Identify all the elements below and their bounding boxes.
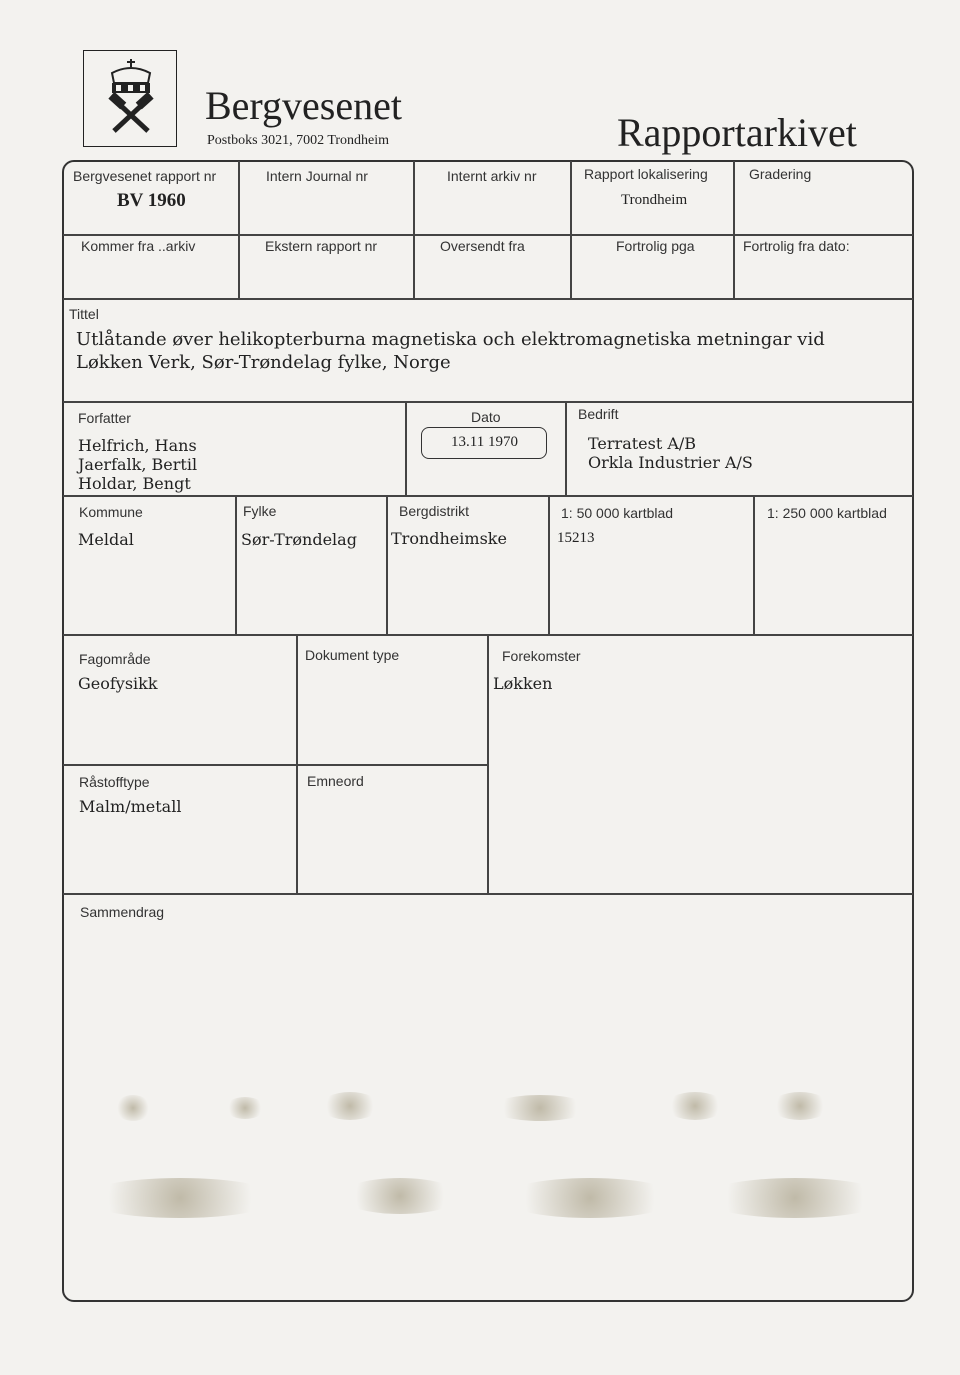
fortrolig-dato-label: Fortrolig fra dato: [743,238,850,254]
kart50-value: 15213 [557,530,595,546]
divider [548,495,550,634]
bergdistrikt-value: Trondheimske [391,529,507,548]
scan-stain [700,1178,890,1218]
lokalisering-value: Trondheim [621,192,688,208]
crown-hammers-icon [84,51,178,148]
bedrift-line: Terratest A/B [588,434,697,453]
divider [386,495,388,634]
scan-stain [770,1092,830,1120]
oversendt-label: Oversendt fra [440,238,525,254]
forekomster-value: Løkken [493,674,553,693]
author-name: Jaerfalk, Bertil [78,455,198,474]
scan-stain [225,1097,265,1119]
divider [753,495,755,634]
summary-label: Sammendrag [80,904,165,920]
rastoff-value: Malm/metall [79,797,182,816]
divider [63,401,913,403]
divider [238,161,240,298]
title-label: Tittel [69,306,99,322]
scan-stain [80,1178,280,1218]
divider [63,764,488,766]
gradering-label: Gradering [749,166,812,182]
bedrift-label: Bedrift [578,406,619,422]
scan-stain [500,1178,680,1218]
divider [565,401,567,495]
scan-stain [490,1095,590,1121]
divider [63,298,913,300]
scan-stain [320,1092,380,1120]
divider [570,161,572,298]
archive-title: Rapportarkivet [617,110,857,155]
org-address: Postboks 3021, 7002 Trondheim [207,133,390,148]
kart50-label: 1: 50 000 kartblad [561,505,674,521]
fylke-value: Sør-Trøndelag [241,530,357,549]
scan-stain [665,1092,725,1120]
divider [733,161,735,298]
journal-label: Intern Journal nr [266,168,368,184]
author-name: Helfrich, Hans [78,436,197,455]
divider [413,161,415,298]
title-line-2: Løkken Verk, Sør-Trøndelag fylke, Norge [76,352,451,373]
lokalisering-label: Rapport lokalisering [584,166,708,182]
dato-value: 13.11 1970 [451,434,518,450]
divider [487,634,489,893]
org-name: Bergvesenet [205,83,402,128]
divider [405,401,407,495]
divider [63,495,913,497]
fagomrade-value: Geofysikk [78,674,158,693]
emneord-label: Emneord [307,773,364,789]
kommer-fra-label: Kommer fra ..arkiv [81,238,196,254]
dato-label: Dato [471,409,501,425]
rastoff-label: Råstofftype [79,774,150,790]
title-line-1: Utlåtande øver helikopterburna magnetiska och elektromagnetiska metningar vid [76,329,825,350]
divider [63,893,913,895]
arkiv-label: Internt arkiv nr [447,168,537,184]
kommune-label: Kommune [79,504,143,520]
scan-stain [340,1178,460,1214]
author-name: Holdar, Bengt [78,474,191,493]
bedrift-line: Orkla Industrier A/S [588,453,753,472]
divider [296,634,298,893]
rapport-nr-value: BV 1960 [117,190,186,211]
logo [83,50,177,147]
forekomster-label: Forekomster [502,648,581,664]
scan-stain [115,1095,151,1121]
divider [235,495,237,634]
ekstern-label: Ekstern rapport nr [265,238,378,254]
kommune-value: Meldal [78,530,134,549]
divider [63,234,913,236]
fortrolig-pga-label: Fortrolig pga [616,238,695,254]
author-label: Forfatter [78,410,131,426]
dokument-label: Dokument type [305,647,400,663]
kart250-label: 1: 250 000 kartblad [767,505,887,521]
fagomrade-label: Fagområde [79,651,151,667]
fylke-label: Fylke [243,503,277,519]
bergdistrikt-label: Bergdistrikt [399,503,470,519]
rapport-nr-label: Bergvesenet rapport nr [73,168,217,184]
